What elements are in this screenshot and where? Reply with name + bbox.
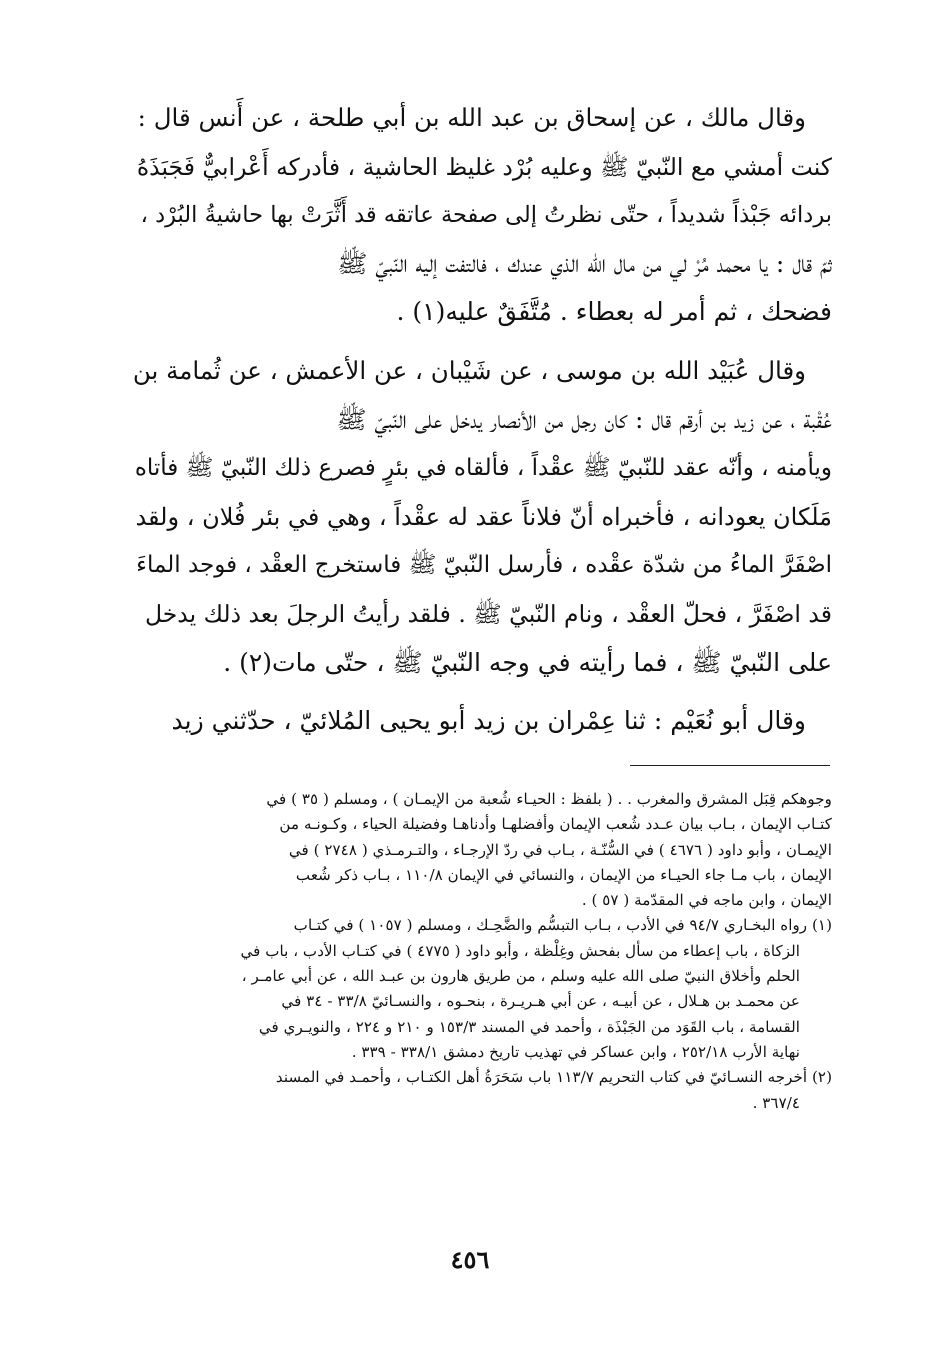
footnote-line: الحلم وأخلاق النبيّ صلى الله عليه وسلم ، من طريق هارون بن عبـد الله ، عن أبي عامـر ،	[241, 967, 800, 986]
text-line: وقال مالك ، عن إسحاق بن عبد الله بن أبي طلحة ، عن أَنس قال :	[137, 103, 806, 132]
footnote-line: نهاية الأرب ٢٥٢/١٨ ، وابن عساكر في تهذيب تاريخ دمشق ٣٣٨/١ - ٣٣٩ .	[351, 1042, 800, 1061]
text-line: كنت أمشي مع النّبيّ ﷺ وعليه بُرْد غليظ الحاشية ، فأدركه أَعْرابيٌّ فَجَبَذَهُ	[136, 152, 832, 181]
text-line: ثمّ قال : يا محمد مُرْ لي من مال الله الذي عندك ، فالتفت إليه النّبيّ ﷺ	[337, 248, 832, 278]
footnote-line: الزكاة ، باب إعطاء من سأل بفحش وغِلْظة ، وأبو داود ( ٤٧٧٥ ) في كتـاب الأدب ، باب في	[240, 941, 800, 960]
text-line: وقال أبو نُعَيْم : ثنا عِمْران بن زيد أبو يحيى المُلائيّ ، حدّثني زيد	[171, 706, 806, 736]
page-number: ٤٥٦	[450, 1245, 490, 1274]
footnote-line: عن محمـد بن هـلال ، عن أبيـه ، عن أبي هـريـرة ، بنحـوه ، والنسـائيّ ٣٣/٨ - ٣٤ في	[281, 992, 800, 1011]
footnote-line: وجوهكم قِبَل المشرق والمغرب . . ( بلفظ : الحيـاء شُعبة من الإيمـان ) ، ومسلم ( ٣٥ ) في	[266, 790, 832, 808]
footnote-line: (٢) أخرجه النسـائيّ في كتاب التحريم ١١٣/٧ باب سَحَرَةُ أهل الكتـاب ، وأحمـد في المسند	[275, 1068, 832, 1087]
text-line: اصْفَرَّ الماءُ من شدّة عقْده ، فأرسل النّبيّ ﷺ فاستخرج العقْد ، فوجد الماءَ	[136, 552, 832, 579]
footnote-line: القسامة ، باب القَوَد من الجَبْذَة ، وأحمد في المسند ١٥٣/٣ و ٢١٠ و ٢٢٤ ، والنويـري في	[258, 1017, 800, 1036]
footnote-line: كتـاب الإيمان ، بـاب بيان عـدد شُعب الإيمان وأفضلهـا وأدناهـا وفضيلة الحياء ، وكـونـه من	[279, 815, 832, 834]
footnote-2	[132, 1065, 832, 1116]
paragraph-anas-hadith	[132, 94, 832, 337]
footnote-line: ٣٦٧/٤ .	[752, 1093, 800, 1112]
paragraph-gap	[132, 687, 832, 697]
main-text	[132, 94, 832, 746]
footnote-line: (١) رواه البخـاري ٩٤/٧ في الأدب ، بـاب التبسُّم والضَّحِـك ، ومسلم ( ١٠٥٧ ) في كتـاب	[293, 916, 832, 935]
paragraph-abu-nuaym	[132, 697, 832, 746]
text-line: عُقْبة ، عن زيد بن أرقم قال : كان رجل من الأنصار يدخل على النّبيّ ﷺ	[336, 404, 832, 434]
text-line: على النّبيّ ﷺ ، فما رأيته في وجه النّبيّ ﷺ ، حتّى مات(٢) .	[223, 647, 832, 677]
paragraph-zaid-hadith	[132, 347, 832, 687]
footnote-1	[132, 913, 832, 1065]
footnote-line: الإيمان ، باب مـا جاء الحيـاء من الإيمان ، والنسائي في الإيمان ١١٠/٨ ، بـاب ذكر شُعب	[295, 865, 832, 884]
text-line: قد اصْفَرَّ ، فحلّ العقْد ، ونام النّبيّ ﷺ . فلقد رأيتُ الرجلَ بعد ذلك يدخل	[144, 599, 832, 628]
paragraph-gap	[132, 337, 832, 347]
text-line: ويأمنه ، وأنّه عقد للنّبيّ ﷺ عقْداً ، فألقاه في بئرٍ فصرع ذلك النّبيّ ﷺ فأتاه	[134, 455, 832, 482]
footnote-line: الإيمـان ، وأبو داود ( ٤٦٧٦ ) في السُّنّـة ، بـاب في ردّ الإرجـاء ، والتـرمـذي ( ٢٧٤٨ ) في	[288, 840, 832, 859]
text-line: مَلَكان يعودانه ، فأخبراه أنّ فلاناً عقد له عقْداً ، وهي في بئر فُلان ، ولقد	[135, 502, 832, 531]
text-line: بردائه جَبْذاً شديداً ، حتّى نظرتُ إلى صفحة عاتقه قد أَثَّرَتْ بها حاشيةُ البُرْد ،	[140, 202, 832, 229]
footnote-separator	[630, 765, 830, 766]
text-line: وقال عُبَيْد الله بن موسى ، عن شَيْبان ، عن الأعمش ، عن ثُمامة بن	[132, 355, 806, 385]
footnote-continuation	[132, 787, 832, 913]
footnotes	[132, 787, 832, 1116]
footnote-line: الإيمان ، وابن ماجه في المقدّمة ( ٥٧ ) .	[581, 891, 832, 910]
text-line: فضحك ، ثم أمر له بعطاء . مُتَّفَقٌ عليه(١) .	[396, 297, 832, 327]
